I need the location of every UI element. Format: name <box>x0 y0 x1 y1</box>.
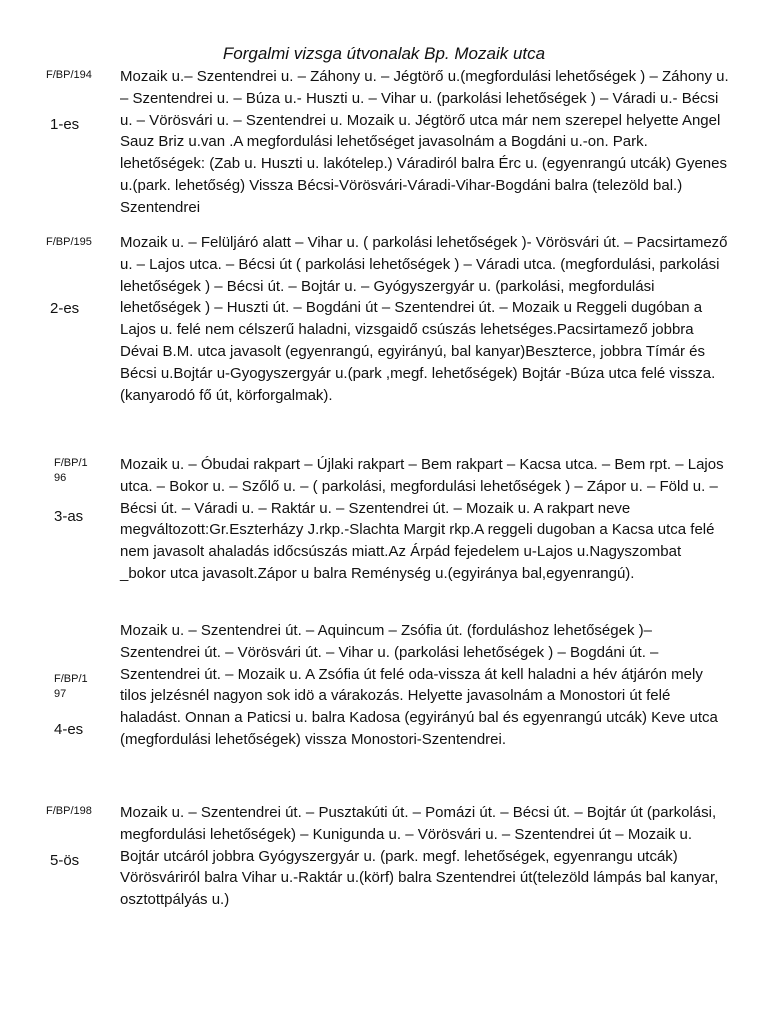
route-number: 3-as <box>54 508 84 525</box>
document-title: Forgalmi vizsga útvonalak Bp. Mozaik utca <box>222 44 546 63</box>
route-description: Mozaik u. – Felüljáró alatt – Vihar u. ( parkolási lehetőségek )- Vörösvári út. – Pacsirtamező u. – Lajos utca. – Bécsi út ( parkolási lehetőségek ) – Váradi utca. (megfordulási, parkolási lehetőségek ) – Bécsi út. – Bojtár u. – Gyógyszergyár u. (parkolási, megfordulási lehetőségek ) – Huszti út. – Bogdáni út – Szentendrei út. – Mozaik u Reggeli dugóban a Lajos u. felé nem célszerű haladni, vizsgaidő csúszás lehetséges.Pacsirtamező jobbra Dévai B.M. utca javasolt (egyenrangú, egyirányú, bal kanyar)Beszterce, jobbra Tímár és Bécsi u.Bojtár u-Gyogyszergyár u.(park ,megf. lehetőségek) Bojtár -Búza utca felé vissza. (kanyarodó fő út, körforgalmak). <box>120 234 728 404</box>
route-code: F/BP/194 <box>46 69 92 81</box>
route-number: 1-es <box>50 116 80 133</box>
route-number: 5-ös <box>50 852 80 869</box>
route-code: F/BP/196 <box>54 457 88 484</box>
route-description: Mozaik u.– Szentendrei u. – Záhony u. – Jégtörő u.(megfordulási lehetőségek ) – Záhony u. – Szentendrei u. – Búza u.- Huszti u. – Vihar u. (parkolási lehetőségek ) – Váradi u.- Bécsi u. – Vörösvári u. – Szentendrei u. Mozaik u. Jégtörő utca már nem szerepel helyette Angel Sauz Briz u.van .A megfordulási lehetőséget javasolnám a Bogdáni u.-on. Park. lehetőségek: (Zab u. Huszti u. lakótelep.) Váradiról balra Érc u. (egyenrangú utcák) Gyenes u.(park. lehetőség) Vissza Bécsi-Vörösvári-Váradi-Vihar-Bogdáni balra (telezöld bal.) Szentendrei <box>120 68 729 216</box>
route-description: Mozaik u. – Óbudai rakpart – Újlaki rakpart – Bem rakpart – Kacsa utca. – Bem rpt. – Lajos utca. – Bokor u. – Szőlő u. – ( parkolási, megfordulási lehetőségek ) – Zápor u. – Föld u. – Bécsi út. – Váradi u. – Raktár u. – Szentendrei út. – Mozaik u. A rakpart neve megváltozott:Gr.Eszterházy J.rkp.-Slachta Margit rkp.A reggeli dugoban a Kacsa utca felé nem javasolt ahaladás időcsúszás miatt.Az Árpád fejedelem u-Lajos u.Nagyszombat _bokor utca javasolt.Zápor u balra Reménység u.(egyiránya bal,egyenrangú). <box>120 456 724 582</box>
route-code: F/BP/197 <box>54 673 88 700</box>
route-number: 4-es <box>54 721 84 738</box>
route-description: Mozaik u. – Szentendrei út. – Aquincum – Zsófia út. (forduláshoz lehetőségek )– Szentendrei út. – Vörösvári út. – Vihar u. (parkolási lehetőségek ) – Bogdáni út. – Szentendrei út. – Mozaik u. A Zsófia út felé oda-vissza át kell haladni a hév átjárón mely tilos jelzésnél nagyon sok idö a várakozás. Helyette javasolnám a Monostori út felé haladást. Onnan a Paticsi u. balra Kadosa (egyirányú bal és egyenrangú utcák) Keve utca (megfordulási lehetőségek) vissza Monostori-Szentendrei. <box>120 622 718 748</box>
route-code: F/BP/195 <box>46 236 92 248</box>
route-number: 2-es <box>50 300 80 317</box>
route-code: F/BP/198 <box>46 805 92 817</box>
route-description: Mozaik u. – Szentendrei út. – Pusztakúti út. – Pomázi út. – Bécsi út. – Bojtár út (parkolási, megfordulási lehetőségek) – Kunigunda u. – Vörösvári u. – Szentendrei út – Mozaik u. Bojtár utcáról jobbra Gyógyszergyár u. (park. megf. lehetőségek, egyenrangu utcák) Vörösváriról balra Vihar u.-Raktár u.(körf) balra Szentendrei út(telezöld lámpás bal kanyar, osztottpályás u.) <box>120 804 719 909</box>
